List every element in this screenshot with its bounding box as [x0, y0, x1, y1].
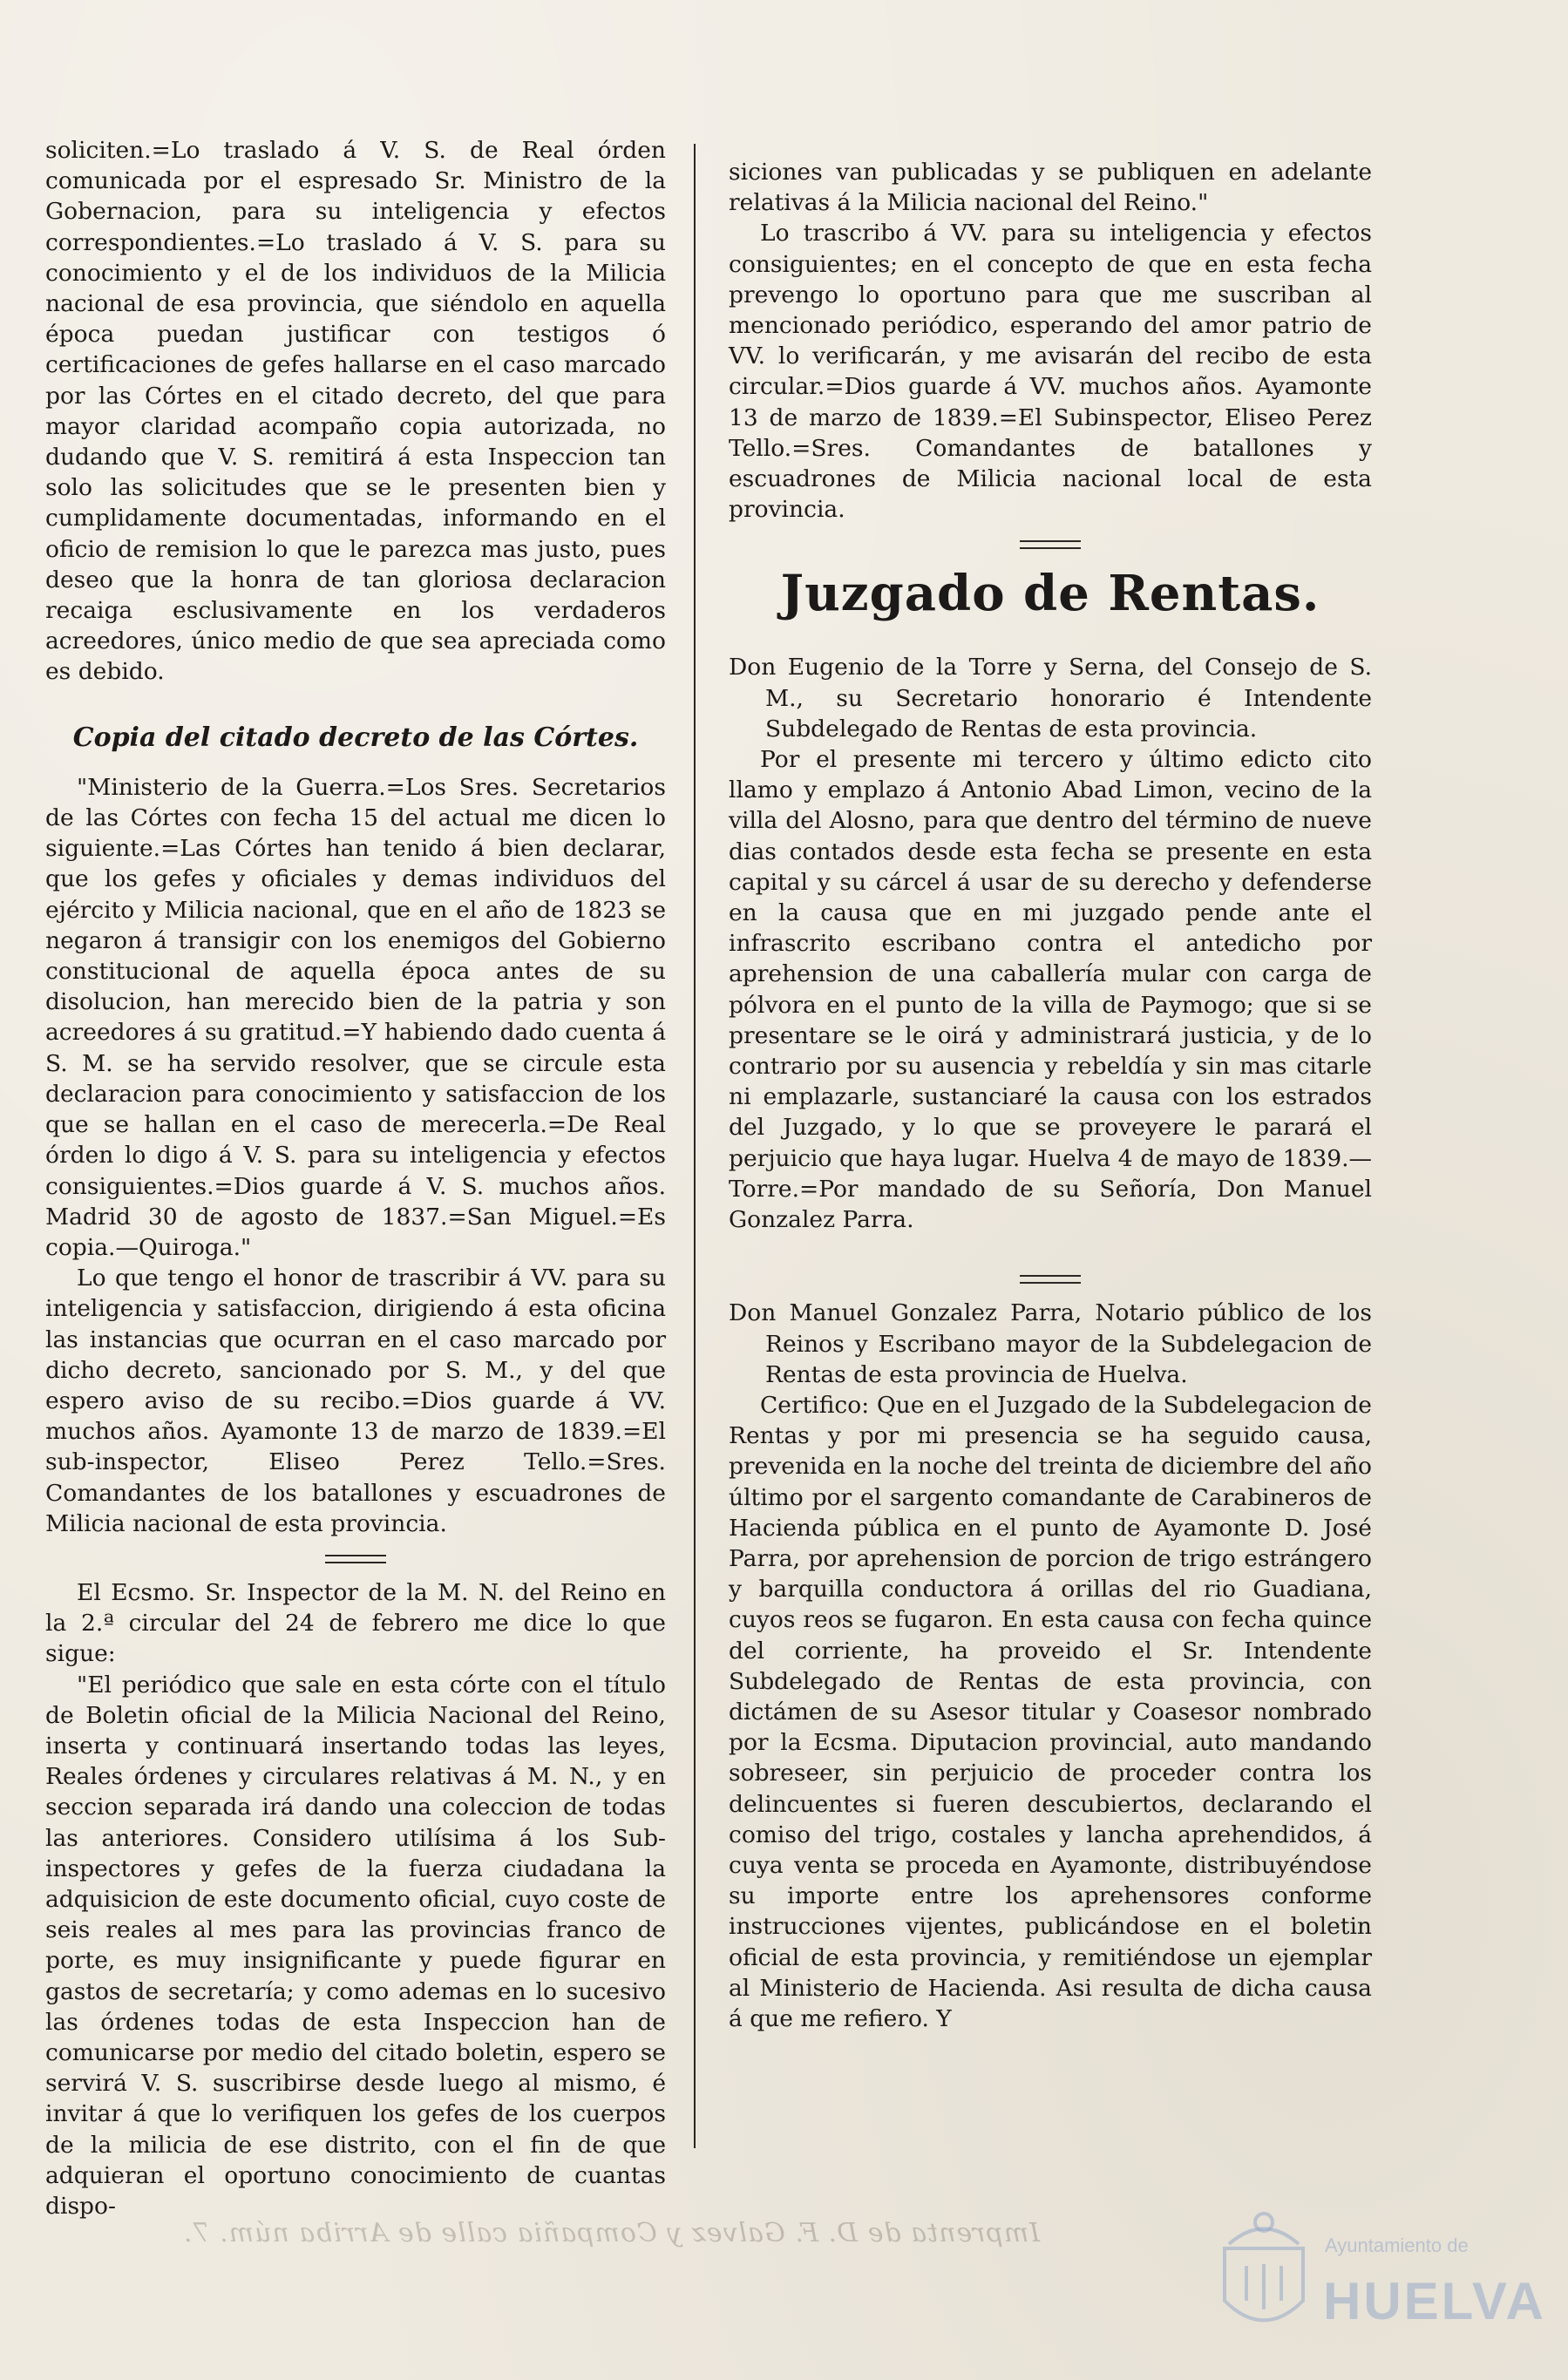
- paragraph: soliciten.=Lo traslado á V. S. de Real órden comunicada por el espresado Sr. Ministro de la Gobernacion, para su inteligencia y efectos correspondientes.=Lo traslado á V. S. para su conocimiento y el de los individuos de la Milicia nacional de esa provincia, que siéndolo en aquella época puedan justificar con testigos ó certificaciones de gefes hallarse en el caso marcado por las Córtes en el citado decreto, del que para mayor claridad acompaño copia autorizada, no dudando que V. S. remitirá á esta Inspeccion tan solo las solicitudes que se le presenten bien y cumplidamente documentadas, informando en el oficio de remision lo que le parezca mas justo, pues deseo que la honra de tan gloriosa declaracion recaiga esclusivamente en los verdaderos acreedores, único medio de que sea apreciada como es debido.: [45, 137, 666, 686]
- certificate-header: Don Manuel Gonzalez Parra, Notario público de los Reinos y Escribano mayor de la Subdelegacion de Rentas de esta provincia de Huelva.: [729, 1299, 1372, 1388]
- separator-rule: [1020, 1275, 1081, 1284]
- section-heading: Juzgado de Rentas.: [780, 565, 1320, 623]
- left-column: [45, 135, 666, 2221]
- paragraph: "El periódico que sale en esta córte con el título de Boletin oficial de la Milicia Nacional del Reino, inserta y continuará insertando todas las leyes, Reales órdenes y circulares relativas á M. N., y en seccion separada irá dando una coleccion de todas las anteriores. Considero utilísima á los Sub-inspectores y gefes de la fuerza ciudadana la adquisicion de este documento oficial, cuyo coste de seis reales al mes para las provincias franco de porte, es muy insignificante y puede figurar en gastos de secretaría; y como ademas en lo sucesivo las órdenes todas de esta Inspeccion han de comunicarse por medio del citado boletin, espero se servirá V. S. suscribirse desde luego al mismo, é invitar á que lo verifiquen los gefes de los cuerpos de la milicia de ese distrito, con el fin de que adquieran el oportuno conocimiento de cuantas dispo-: [45, 1671, 666, 2220]
- paragraph: Por el presente mi tercero y último edicto cito llamo y emplazo á Antonio Abad Limon, vecino de la villa del Alosno, para que dentro del término de nueve dias contados desde esta fecha se presente en esta capital y su cárcel á usar de su derecho y defenderse en la causa que en mi juzgado pende ante el infrascrito escribano contra el antedicho por aprehension de una caballería mular con carga de pólvora en el punto de la villa de Paymogo; que si se presentare se le oirá y administrará justicia, y de lo contrario por su ausencia y rebeldía y sin mas citarle ni emplazarle, sustanciaré la causa con los estrados del Juzgado, y lo que se proveyere le parará el perjuicio que haya lugar. Huelva 4 de mayo de 1839.—Torre.=Por mandado de su Señoría, Don Manuel Gonzalez Parra.: [729, 746, 1372, 1234]
- column-divider: [694, 144, 696, 2148]
- separator-rule: [1020, 540, 1081, 549]
- archive-watermark: [1203, 2196, 1546, 2353]
- edict-header: Don Eugenio de la Torre y Serna, del Consejo de S. M., su Secretario honorario é Intendente Subdelegado de Rentas de esta provincia.: [729, 654, 1372, 742]
- paragraph: siciones van publicadas y se publiquen en adelante relativas á la Milicia nacional del Reino.": [729, 159, 1372, 217]
- paragraph: Lo trascribo á VV. para su inteligencia y efectos consiguientes; en el concepto de que en esta fecha prevengo lo oportuno para que me suscriban al mencionado periódico, esperando del amor patrio de VV. lo verificarán, y me avisarán del recibo de esta circular.=Dios guarde á VV. muchos años. Ayamonte 13 de marzo de 1839.=El Subinspector, Eliseo Perez Tello.=Sres. Comandantes de batallones y escuadrones de Milicia nacional local de esta provincia.: [729, 220, 1372, 524]
- coat-of-arms-icon: [1212, 2196, 1316, 2344]
- section-heading: Copia del citado decreto de las Córtes.: [72, 722, 639, 753]
- paragraph: El Ecsmo. Sr. Inspector de la M. N. del Reino en la 2.ª circular del 24 de febrero me dice lo que sigue:: [45, 1578, 666, 1668]
- right-column: [729, 157, 1372, 2034]
- paragraph: Certifico: Que en el Juzgado de la Subdelegacion de Rentas y por mi presencia se ha seguido causa, prevenida en la noche del treinta de diciembre del año último por el sargento comandante de Carabineros de Hacienda pública en el punto de Ayamonte D. José Parra, por aprehension de porcion de trigo estrángero y barquilla conductora á orillas del rio Guadiana, cuyos reos se fugaron. En esta causa con fecha quince del corriente, ha proveido el Sr. Intendente Subdelegado de Rentas de esta provincia, con dictámen de su Asesor titular y Coasesor nombrado por la Ecsma. Diputacion provincial, auto mandando sobreseer, sin perjuicio de proceder contra los delincuentes si fueren descubiertos, declarando el comiso del trigo, costales y lancha aprehendidos, á cuya venta se proceda en Ayamonte, distribuyéndose su importe entre los aprehensores conforme instrucciones vijentes, publicándose en el boletin oficial de esta provincia, y remitiéndose un ejemplar al Ministerio de Hacienda. Asi resulta de dicha causa á que me refiero. Y: [729, 1391, 1372, 2032]
- bleed-through-text: Imprenta de D. F. Galvez y Compañia calle de Arriba núm. 7.: [183, 2218, 1041, 2248]
- paragraph: Lo que tengo el honor de trascribir á VV. para su inteligencia y satisfaccion, dirigiendo á esta oficina las instancias que ocurran en el caso marcado por dicho decreto, sancionado por S. M., y del que espero aviso de su recibo.=Dios guarde á VV. muchos años. Ayamonte 13 de marzo de 1839.=El sub-inspector, Eliseo Perez Tello.=Sres. Comandantes de los batallones y escuadrones de Milicia nacional de esta provincia.: [45, 1265, 666, 1537]
- paragraph: "Ministerio de la Guerra.=Los Sres. Secretarios de las Córtes con fecha 15 del actual me dicen lo siguiente.=Las Córtes han tenido á bien declarar, que los gefes y oficiales y demas individuos del ejército y Milicia nacional, que en el año de 1823 se negaron á transigir con los enemigos del Gobierno constitucional de aquella época antes de su disolucion, han merecido bien de la patria y son acreedores á su gratitud.=Y habiendo dado cuenta á S. M. se ha servido resolver, que se circule esta declaracion para conocimiento y satisfaccion de los que se hallan en el caso de merecerla.=De Real órden lo digo á V. S. para su inteligencia y efectos consiguientes.=Dios guarde á V. S. muchos años. Madrid 30 de agosto de 1837.=San Miguel.=Es copia.—Quiroga.": [45, 773, 666, 1261]
- watermark-brand: HUELVA: [1323, 2272, 1546, 2330]
- watermark-caption: Ayuntamiento de: [1325, 2234, 1469, 2256]
- separator-rule: [325, 1555, 386, 1563]
